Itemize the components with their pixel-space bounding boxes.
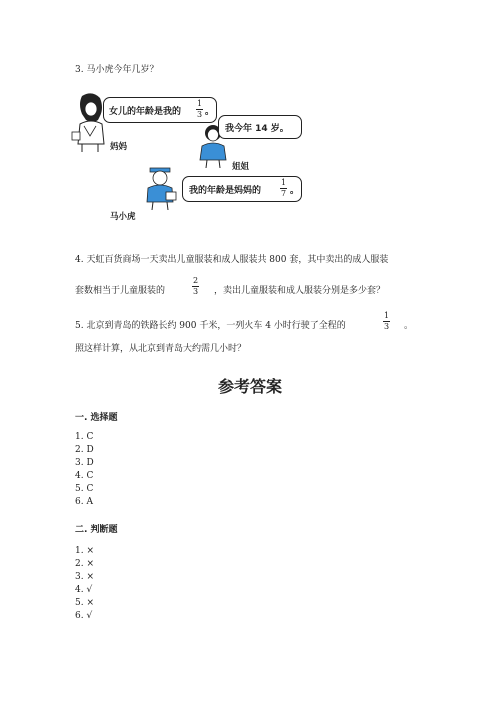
answers-title: 参考答案 [217,377,282,396]
question-4-line-1: 4. 天虹百货商场一天卖出儿童服装和成人服装共 800 套，其中卖出的成人服装 [75,255,389,265]
question-4-line-2-prefix: 套数相当于儿童服装的 [75,286,166,296]
question-5-line-2: 照这样计算，从北京到青岛大约需几小时？ [75,344,247,354]
tiger-fraction-denominator: 7 [280,189,287,198]
question-3-title: 3. 马小虎今年几岁？ [75,65,159,75]
question-5-fraction-denominator: 3 [383,322,390,331]
label-tiger: 马小虎 [110,212,136,222]
answer-judge-1: 1. × [75,546,94,556]
mom-bubble-suffix: 。 [205,107,215,117]
question-4-fraction-numerator: 2 [192,276,199,285]
question-4-line-2-suffix: ，卖出儿童服装和成人服装分别是多少套？ [214,286,386,296]
answer-judge-5: 5. × [75,598,94,608]
tiger-bubble-suffix: 。 [290,186,300,196]
answer-choice-2: 2. D [75,445,94,455]
label-sister: 姐姐 [232,162,250,172]
answers-section-1-title: 一. 选择题 [75,413,118,423]
mom-fraction [196,100,203,119]
answer-choice-5: 5. C [75,484,94,494]
answer-judge-2: 2. × [75,559,94,569]
question-5-fraction-numerator: 1 [383,311,390,320]
label-mom: 妈妈 [110,142,128,152]
answer-judge-3: 3. × [75,572,94,582]
answer-choice-3: 3. D [75,458,94,468]
answers-section-2-title: 二. 判断题 [75,525,118,535]
tiger-illustration [140,162,180,212]
question-4-fraction [192,277,199,296]
tiger-speech-bubble [182,176,302,202]
question-5-line-1-suffix: 。 [404,321,414,331]
tiger-bubble-text: 我的年龄是妈妈的 [189,186,262,196]
answer-judge-4: 4. √ [75,585,93,595]
mom-fraction-denominator: 3 [196,110,203,119]
mom-fraction-numerator: 1 [196,99,203,108]
mom-speech-bubble [103,97,217,123]
question-4-fraction-denominator: 3 [192,287,199,296]
sister-speech-bubble [218,115,302,139]
sister-bubble-text: 我今年 14 岁。 [225,124,289,134]
answer-judge-6: 6. √ [75,611,93,621]
question-5-fraction [383,312,390,331]
answer-choice-6: 6. A [75,497,93,507]
answer-choice-4: 4. C [75,471,94,481]
question-5-line-1-prefix: 5. 北京到青岛的铁路长约 900 千米，一列火车 4 小时行驶了全程的 [75,321,346,331]
tiger-fraction-numerator: 1 [280,178,287,187]
answer-choice-1: 1. C [75,432,94,442]
mom-bubble-text: 女儿的年龄是我的 [109,107,182,117]
tiger-fraction [280,179,287,198]
